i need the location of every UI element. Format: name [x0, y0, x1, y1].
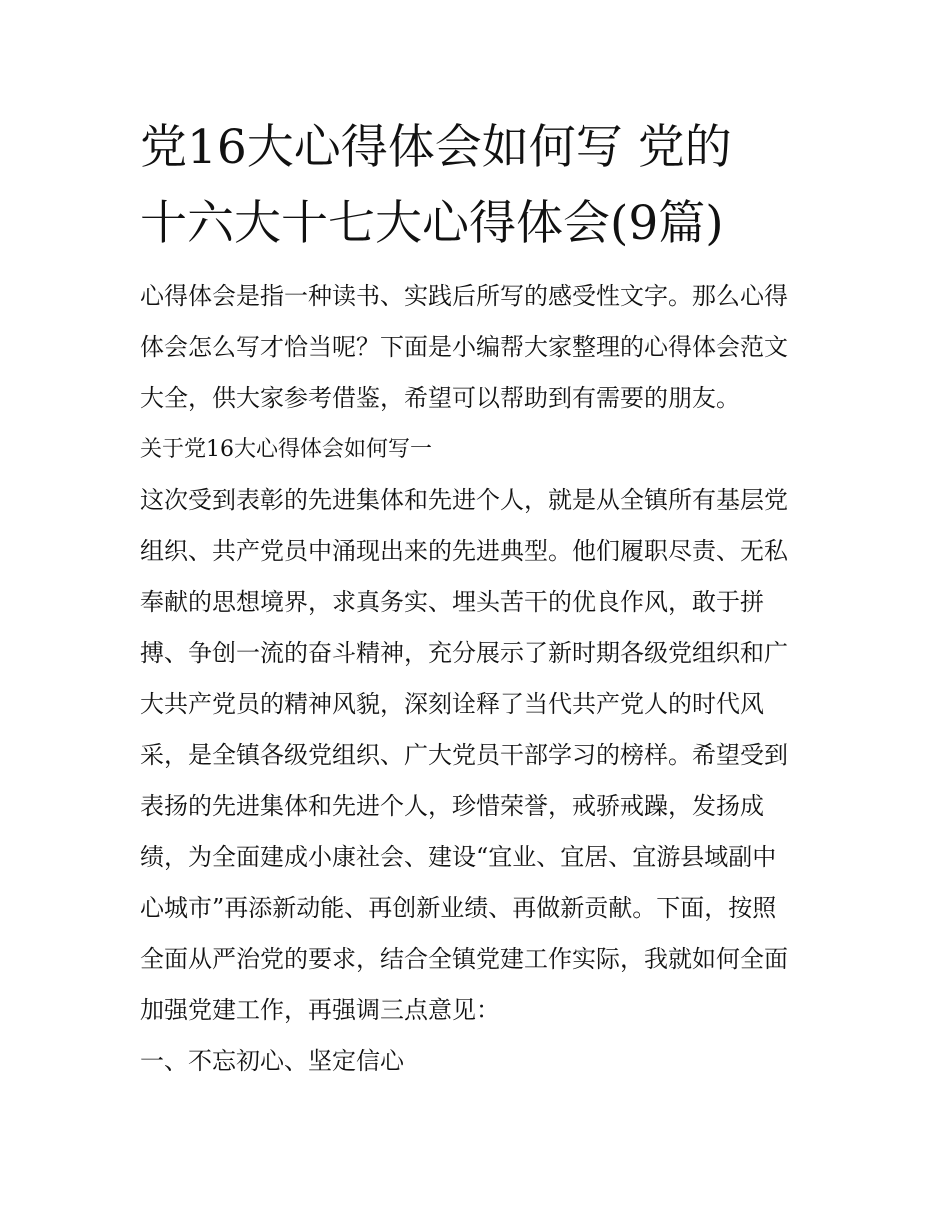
- text-line: 搏、争创一流的奋斗精神，充分展示了新时期各级党组织和广: [140, 639, 788, 667]
- document-title: [140, 110, 820, 262]
- body-paragraph: [140, 475, 820, 1036]
- text-line: 全面从严治党的要求，结合全镇党建工作实际，我就如何全面: [140, 945, 788, 973]
- subheading: 一、不忘初心、坚定信心: [140, 1047, 404, 1075]
- text-line: 心得体会是指一种读书、实践后所写的感受性文字。那么心得: [140, 282, 788, 310]
- text-line: 心城市”再添新动能、再创新业绩、再做新贡献。下面，按照: [140, 894, 777, 922]
- section-heading: 关于党16大心得体会如何写一: [140, 437, 432, 462]
- text-line: 这次受到表彰的先进集体和先进个人，就是从全镇所有基层党: [140, 486, 788, 514]
- text-line: 大全，供大家参考借鉴，希望可以帮助到有需要的朋友。: [140, 384, 740, 412]
- text-line: 体会怎么写才恰当呢？下面是小编帮大家整理的心得体会范文: [140, 333, 788, 361]
- intro-paragraph: [140, 271, 820, 424]
- text-line: 大共产党员的精神风貌，深刻诠释了当代共产党人的时代风: [140, 690, 764, 718]
- document-page: [140, 110, 820, 1087]
- text-line: 组织、共产党员中涌现出来的先进典型。他们履职尽责、无私: [140, 537, 788, 565]
- text-line: 奉献的思想境界，求真务实、埋头苦干的优良作风，敢于拼: [140, 588, 764, 616]
- text-line: 绩，为全面建成小康社会、建设“宜业、宜居、宜游县域副中: [140, 843, 777, 871]
- text-line: 加强党建工作，再强调三点意见：: [140, 996, 500, 1024]
- title-line: 十六大十七大心得体会(9篇): [140, 196, 724, 251]
- text-line: 采，是全镇各级党组织、广大党员干部学习的榜样。希望受到: [140, 741, 788, 769]
- title-line: 党16大心得体会如何写 党的: [140, 120, 732, 175]
- text-line: 表扬的先进集体和先进个人，珍惜荣誉，戒骄戒躁，发扬成: [140, 792, 764, 820]
